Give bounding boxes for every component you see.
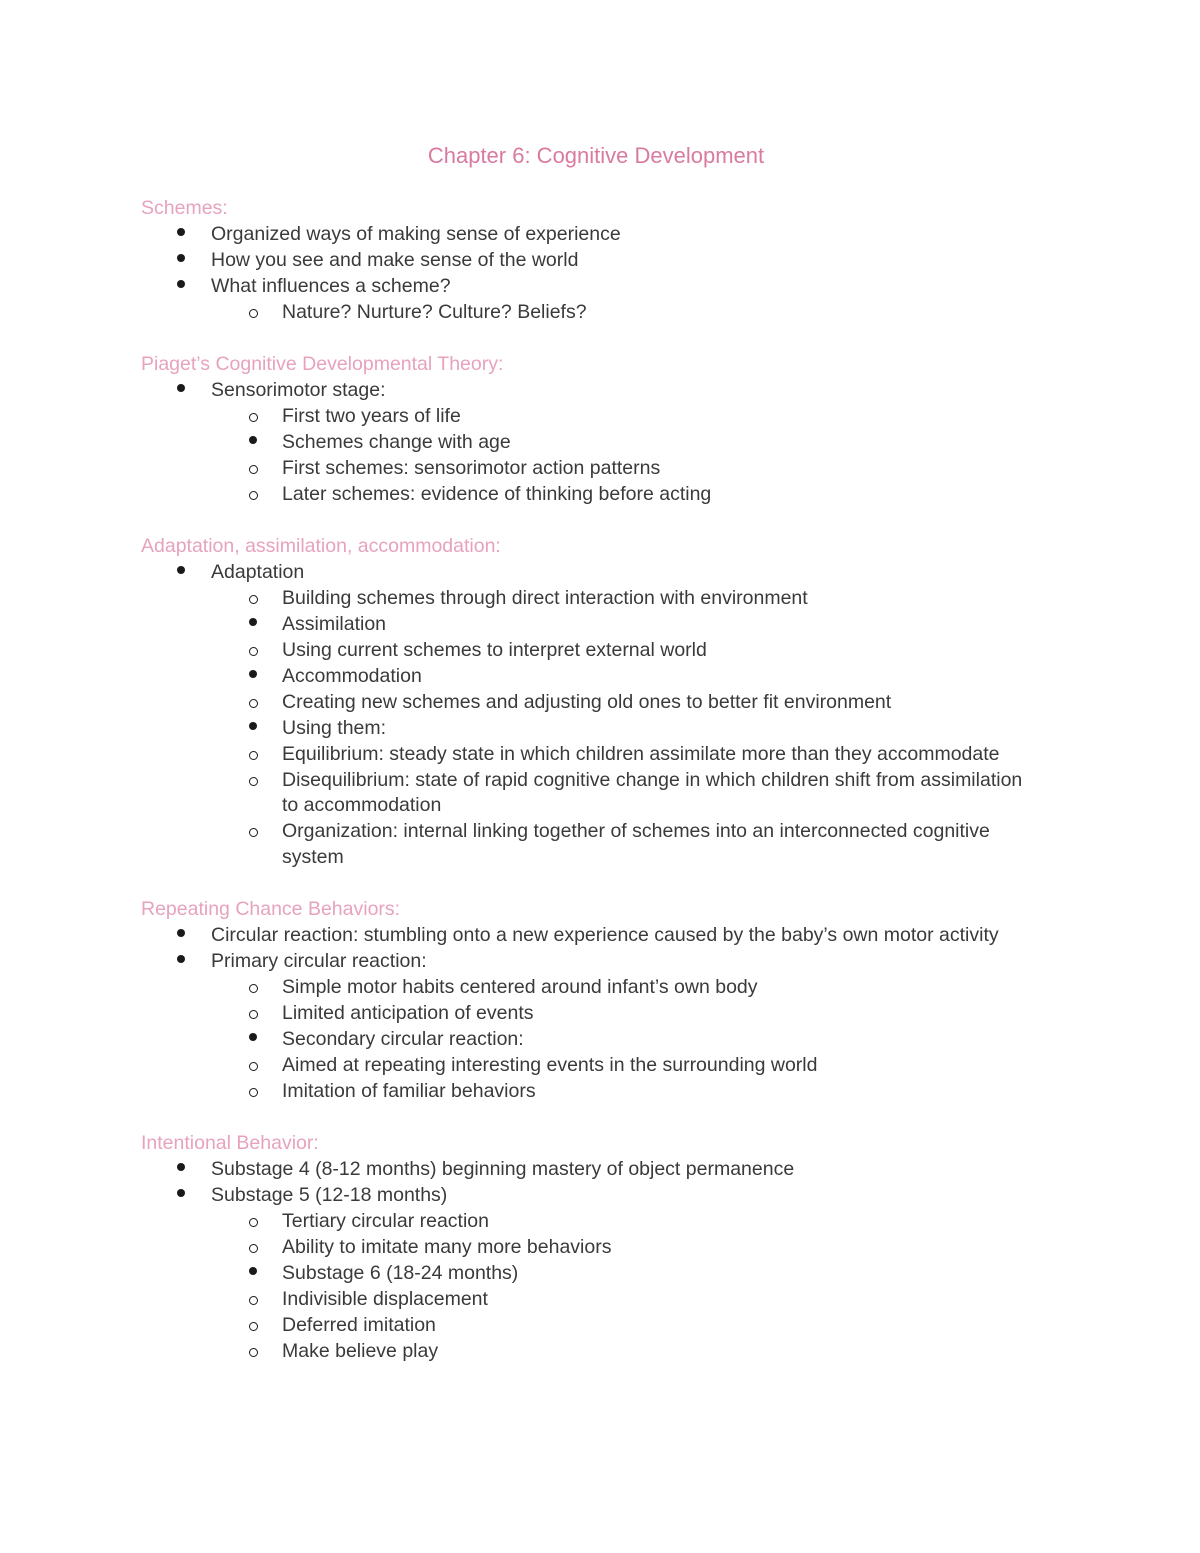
list-item-text: Later schemes: evidence of thinking before acting: [282, 482, 712, 505]
list-item: [141, 690, 1041, 716]
list-item: [141, 1053, 1041, 1079]
list-item-text: Deferred imitation: [282, 1313, 436, 1336]
list-item-text: First schemes: sensorimotor action patterns: [282, 456, 661, 479]
hollow-bullet-icon: [243, 586, 263, 612]
list-item-text: Schemes change with age: [282, 430, 511, 453]
section: [141, 897, 1041, 1104]
list-item: [141, 975, 1041, 1001]
list-item: [141, 586, 1041, 612]
list-item: [141, 819, 1041, 870]
list-item-text: Tertiary circular reaction: [282, 1209, 489, 1232]
hollow-bullet-icon: [243, 1079, 263, 1105]
list-item-text: Indivisible displacement: [282, 1287, 488, 1310]
hollow-bullet-icon: [243, 1001, 263, 1027]
hollow-bullet-icon: [243, 456, 263, 482]
list-item: [141, 716, 1041, 742]
list-item-text: Adaptation: [211, 560, 305, 583]
list-item: [141, 482, 1041, 508]
list-item: [141, 742, 1041, 768]
hollow-bullet-icon: [243, 638, 263, 664]
bullet-dot-icon: [171, 1157, 191, 1183]
bullet-dot-icon: [171, 248, 191, 274]
list-item: [141, 1157, 1041, 1183]
list-item: [141, 1183, 1041, 1209]
bullet-dot-icon: [243, 430, 263, 456]
list-item: [141, 638, 1041, 664]
list-item-text: Limited anticipation of events: [282, 1001, 534, 1024]
bullet-dot-icon: [243, 1261, 263, 1287]
list-item-text: Secondary circular reaction:: [282, 1027, 524, 1050]
hollow-bullet-icon: [243, 819, 263, 845]
section: [141, 534, 1041, 870]
hollow-bullet-icon: [243, 768, 263, 794]
section-heading: Piaget’s Cognitive Developmental Theory:: [141, 353, 504, 375]
hollow-bullet-icon: [243, 1313, 263, 1339]
list-item-text: First two years of life: [282, 404, 461, 427]
hollow-bullet-icon: [243, 1053, 263, 1079]
list-item: [141, 430, 1041, 456]
bullet-list: [141, 923, 1041, 1105]
hollow-bullet-icon: [243, 1339, 263, 1365]
list-item: [141, 949, 1041, 975]
page-title: Chapter 6: Cognitive Development: [427, 143, 765, 168]
list-item: [141, 404, 1041, 430]
hollow-bullet-icon: [243, 1235, 263, 1261]
section: [141, 1131, 1041, 1364]
hollow-bullet-icon: [243, 482, 263, 508]
bullet-dot-icon: [171, 949, 191, 975]
list-item-text: Using current schemes to interpret external world: [282, 638, 707, 661]
list-item-text: Primary circular reaction:: [211, 949, 427, 972]
list-item-text: What influences a scheme?: [211, 274, 451, 297]
section-heading: Repeating Chance Behaviors:: [141, 898, 401, 920]
section-heading: Schemes:: [141, 197, 228, 219]
list-item: [141, 923, 1041, 949]
bullet-dot-icon: [171, 1183, 191, 1209]
list-item-text: Assimilation: [282, 612, 387, 635]
list-item-text: Substage 6 (18-24 months): [282, 1261, 519, 1284]
list-item-text: Organized ways of making sense of experience: [211, 222, 621, 245]
list-item-text: Accommodation: [282, 664, 422, 687]
list-item-text: Building schemes through direct interaction with environment: [282, 586, 808, 609]
bullet-dot-icon: [243, 664, 263, 690]
hollow-bullet-icon: [243, 404, 263, 430]
hollow-bullet-icon: [243, 742, 263, 768]
list-item-text: Imitation of familiar behaviors: [282, 1079, 536, 1102]
list-item: [141, 378, 1041, 404]
hollow-bullet-icon: [243, 300, 263, 326]
list-item: [141, 612, 1041, 638]
bullet-dot-icon: [171, 274, 191, 300]
list-item: [141, 300, 1041, 326]
bullet-list: [141, 222, 1041, 326]
list-item: [141, 1209, 1041, 1235]
section-heading: Intentional Behavior:: [141, 1132, 319, 1154]
section: [141, 196, 1041, 325]
bullet-list: [141, 560, 1041, 871]
bullet-dot-icon: [171, 378, 191, 404]
list-item-text: Creating new schemes and adjusting old ones to better fit environment: [282, 690, 892, 713]
list-item: [141, 1261, 1041, 1287]
list-item-text: Equilibrium: steady state in which children assimilate more than they accommodate: [282, 742, 1000, 765]
list-item-text: Ability to imitate many more behaviors: [282, 1235, 612, 1258]
list-item: [141, 1027, 1041, 1053]
bullet-dot-icon: [171, 560, 191, 586]
list-item-text: Organization: internal linking together of schemes into an interconnected cognitive system: [282, 820, 990, 868]
list-item: [141, 274, 1041, 300]
document-body: [141, 196, 1041, 1391]
section-heading: Adaptation, assimilation, accommodation:: [141, 535, 501, 557]
list-item-text: Substage 5 (12-18 months): [211, 1183, 448, 1206]
list-item: [141, 664, 1041, 690]
list-item: [141, 560, 1041, 586]
bullet-dot-icon: [243, 612, 263, 638]
list-item-text: Aimed at repeating interesting events in the surrounding world: [282, 1053, 818, 1076]
list-item: [141, 1079, 1041, 1105]
list-item: [141, 1313, 1041, 1339]
list-item-text: Nature? Nurture? Culture? Beliefs?: [282, 300, 587, 323]
list-item: [141, 1287, 1041, 1313]
bullet-dot-icon: [171, 923, 191, 949]
bullet-dot-icon: [243, 716, 263, 742]
section: [141, 352, 1041, 507]
list-item-text: Make believe play: [282, 1339, 439, 1362]
list-item-text: Sensorimotor stage:: [211, 378, 386, 401]
list-item: [141, 456, 1041, 482]
list-item: [141, 222, 1041, 248]
list-item: [141, 1339, 1041, 1365]
hollow-bullet-icon: [243, 975, 263, 1001]
list-item: [141, 1235, 1041, 1261]
list-item-text: Simple motor habits centered around infant’s own body: [282, 975, 758, 998]
hollow-bullet-icon: [243, 1287, 263, 1313]
bullet-dot-icon: [171, 222, 191, 248]
hollow-bullet-icon: [243, 690, 263, 716]
list-item-text: How you see and make sense of the world: [211, 248, 579, 271]
list-item: [141, 768, 1041, 819]
list-item-text: Substage 4 (8-12 months) beginning mastery of object permanence: [211, 1157, 795, 1180]
bullet-dot-icon: [243, 1027, 263, 1053]
list-item: [141, 1001, 1041, 1027]
bullet-list: [141, 1157, 1041, 1365]
list-item-text: Disequilibrium: state of rapid cognitive change in which children shift from assimilation to accommodation: [282, 768, 1023, 816]
list-item: [141, 248, 1041, 274]
bullet-list: [141, 378, 1041, 508]
list-item-text: Circular reaction: stumbling onto a new experience caused by the baby’s own motor activity: [211, 923, 999, 946]
hollow-bullet-icon: [243, 1209, 263, 1235]
list-item-text: Using them:: [282, 716, 387, 739]
